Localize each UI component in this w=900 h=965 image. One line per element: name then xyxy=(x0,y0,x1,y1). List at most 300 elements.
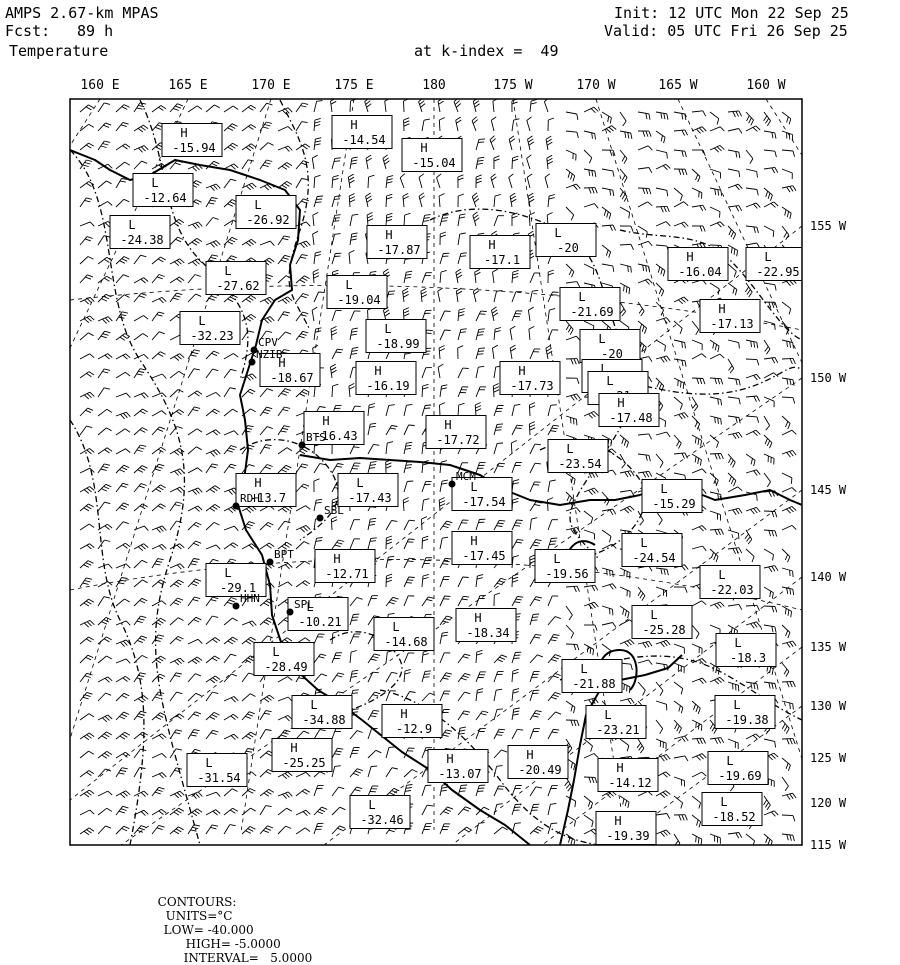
wind-barb xyxy=(224,674,237,682)
extremum-label xyxy=(562,660,622,693)
wind-barb xyxy=(746,188,758,195)
extremum-label xyxy=(236,196,296,229)
wind-barb xyxy=(512,119,519,131)
wind-barb xyxy=(404,596,414,606)
wind-barb xyxy=(546,136,552,150)
wind-barb xyxy=(692,454,701,466)
wind-barb xyxy=(134,504,148,511)
wind-barb xyxy=(260,789,274,796)
extremum-value: -21.69 xyxy=(570,305,613,319)
extremum-type: H xyxy=(686,250,693,264)
wind-barb xyxy=(566,264,574,277)
wind-barb xyxy=(170,618,184,625)
wind-barb xyxy=(350,520,360,530)
wind-barb xyxy=(692,720,702,731)
wind-barb xyxy=(476,462,486,473)
wind-barb xyxy=(404,539,415,549)
wind-barb xyxy=(134,103,146,112)
extremum-label xyxy=(162,124,222,157)
wind-barb xyxy=(332,384,338,397)
wind-barb xyxy=(400,174,405,188)
wind-barb xyxy=(710,529,724,535)
wind-barb xyxy=(566,701,575,713)
wind-barb xyxy=(548,538,557,549)
wind-barb xyxy=(620,188,627,202)
wind-barb xyxy=(530,540,542,549)
wind-barb xyxy=(98,656,112,663)
wind-barb xyxy=(656,454,663,468)
wind-barb xyxy=(566,625,574,638)
wind-barb xyxy=(170,544,184,549)
wind-barb xyxy=(710,549,718,562)
wind-barb xyxy=(170,259,184,266)
station-label: SBL xyxy=(324,504,344,517)
wind-barb xyxy=(674,777,685,787)
wind-barb xyxy=(674,453,688,459)
wind-barb xyxy=(80,143,94,150)
wind-barb xyxy=(674,130,688,136)
extremum-label xyxy=(535,550,595,583)
wind-barb xyxy=(656,830,670,837)
extremum-label xyxy=(702,793,762,826)
wind-barb xyxy=(584,644,594,655)
wind-barb xyxy=(440,596,451,606)
wind-barb xyxy=(494,424,503,435)
wind-barb xyxy=(548,309,555,321)
wind-barb xyxy=(404,271,412,283)
extremum-type: L xyxy=(345,278,352,292)
wind-barb xyxy=(366,193,372,207)
wind-barb xyxy=(710,207,720,218)
wind-barb xyxy=(422,119,430,131)
wind-barb xyxy=(566,131,578,138)
wind-barb xyxy=(98,502,110,511)
wind-barb xyxy=(492,307,498,321)
wind-barb xyxy=(548,405,557,416)
wind-barb xyxy=(494,463,505,473)
extremum-value: -17.54 xyxy=(462,495,505,509)
wind-barb xyxy=(510,345,516,359)
wind-barb xyxy=(170,598,183,606)
wind-barb xyxy=(152,773,166,779)
wind-barb xyxy=(548,655,561,663)
wind-barb xyxy=(224,124,238,131)
wind-barb xyxy=(782,416,790,429)
wind-barb xyxy=(116,659,130,663)
wind-barb xyxy=(548,270,554,283)
wind-barb xyxy=(566,336,580,341)
wind-barb xyxy=(620,244,634,250)
wind-barb xyxy=(494,328,501,341)
wind-barb xyxy=(134,161,147,169)
extremum-value: -22.95 xyxy=(756,265,799,279)
wind-barb xyxy=(674,150,686,157)
wind-barb xyxy=(206,504,220,511)
wind-barb xyxy=(527,117,532,131)
wind-barb xyxy=(368,766,377,777)
wind-barb xyxy=(368,692,380,701)
wind-barb xyxy=(170,277,184,283)
wind-barb xyxy=(584,188,597,194)
wind-barb xyxy=(134,636,147,644)
wind-barb xyxy=(152,635,164,644)
extremum-label xyxy=(366,320,426,353)
wind-barb xyxy=(548,823,557,834)
wind-barb xyxy=(620,454,626,468)
wind-barb xyxy=(692,815,701,828)
wind-barb xyxy=(473,212,480,226)
wind-barb xyxy=(674,756,688,761)
wind-barb xyxy=(422,785,431,796)
wind-barb xyxy=(547,155,553,169)
wind-barb xyxy=(188,106,202,112)
wind-barb xyxy=(566,586,580,592)
wind-barb xyxy=(440,253,449,264)
wind-barb xyxy=(206,616,218,625)
wind-barb xyxy=(134,826,147,834)
wind-barb xyxy=(674,435,681,449)
wind-barb xyxy=(512,292,522,302)
wind-barb xyxy=(260,522,273,530)
wind-barb xyxy=(458,692,470,701)
wind-barb xyxy=(422,215,431,226)
wind-barb xyxy=(620,131,632,139)
wind-barb xyxy=(710,283,719,295)
lon-label-right: 115 W xyxy=(810,838,847,852)
wind-barb xyxy=(710,145,724,152)
wind-barb xyxy=(224,295,238,302)
wind-barb xyxy=(98,388,110,397)
wind-barb xyxy=(116,752,130,758)
wind-barb xyxy=(80,449,94,455)
extremum-value: -18.99 xyxy=(376,337,419,351)
wind-barb xyxy=(764,811,778,817)
wind-barb xyxy=(746,126,760,131)
wind-barb xyxy=(365,98,372,112)
wind-barb xyxy=(692,378,705,384)
wind-barb xyxy=(674,378,684,389)
wind-barb xyxy=(134,445,146,454)
wind-barb xyxy=(368,444,379,454)
wind-barb xyxy=(188,407,200,416)
wind-barb xyxy=(512,669,519,682)
wind-barb xyxy=(638,660,652,665)
wind-barb xyxy=(602,207,611,219)
wind-barb xyxy=(710,127,724,131)
extremum-type: L xyxy=(580,662,587,676)
extremum-type: L xyxy=(598,332,605,346)
extremum-label xyxy=(254,643,314,676)
wind-barb xyxy=(170,237,183,245)
wind-barb xyxy=(422,405,431,416)
wind-barb xyxy=(116,144,130,150)
wind-barb xyxy=(439,194,445,208)
wind-barb xyxy=(494,729,505,739)
wind-barb xyxy=(330,364,336,378)
wind-barb xyxy=(544,98,549,112)
extremum-label xyxy=(746,248,806,281)
wind-barb xyxy=(566,112,578,120)
wind-barb xyxy=(278,407,290,416)
wind-barb xyxy=(782,641,796,648)
extremum-label xyxy=(715,696,775,729)
wind-barb xyxy=(152,427,165,435)
extremum-type: L xyxy=(151,176,158,190)
wind-barb xyxy=(404,577,415,587)
extremum-value: -13.07 xyxy=(438,767,481,781)
wind-barb xyxy=(764,202,778,208)
extremum-type: H xyxy=(374,364,381,378)
extremum-type: H xyxy=(526,748,533,762)
wind-barb xyxy=(349,194,355,208)
wind-barb xyxy=(152,559,164,568)
wind-barb xyxy=(476,139,485,150)
wind-barb xyxy=(80,544,94,549)
wind-barb xyxy=(278,146,292,152)
extremum-type: L xyxy=(553,552,560,566)
wind-barb xyxy=(152,753,166,758)
wind-barb xyxy=(98,564,112,568)
meridian-line xyxy=(540,706,802,900)
wind-barb xyxy=(152,332,165,340)
wind-barb xyxy=(656,340,666,351)
wind-barb xyxy=(458,194,464,207)
wind-barb xyxy=(224,697,238,703)
extremum-label xyxy=(536,224,596,257)
wind-barb xyxy=(224,789,238,796)
wind-barb xyxy=(224,388,236,397)
wind-barb xyxy=(170,673,182,682)
wind-barb xyxy=(458,577,469,587)
wind-barb xyxy=(438,98,444,112)
wind-barb xyxy=(710,354,724,359)
wind-barb xyxy=(584,204,598,209)
wind-barb xyxy=(242,239,256,246)
wind-barb xyxy=(350,347,358,359)
wind-barb xyxy=(476,575,483,587)
extremum-label xyxy=(700,566,760,599)
wind-barb xyxy=(620,264,631,273)
extremum-label xyxy=(560,288,620,321)
wind-barb xyxy=(278,255,290,264)
wind-barb xyxy=(332,196,341,207)
extremum-value: -25.25 xyxy=(282,756,325,770)
wind-barb xyxy=(692,644,702,654)
extremum-type: H xyxy=(333,552,340,566)
wind-barb xyxy=(403,193,409,207)
wind-barb xyxy=(260,711,272,720)
wind-barb xyxy=(278,312,290,321)
wind-barb xyxy=(80,487,94,494)
wind-barb xyxy=(80,198,92,207)
wind-barb xyxy=(404,653,414,663)
wind-barb xyxy=(224,543,238,549)
wind-barb xyxy=(403,308,409,321)
contours-label: CONTOURS: xyxy=(158,895,237,909)
wind-barb xyxy=(206,597,218,606)
wind-barb xyxy=(494,156,500,169)
wind-barb xyxy=(260,543,274,549)
extremum-type: H xyxy=(518,364,525,378)
wind-barb xyxy=(437,174,442,188)
wind-barb xyxy=(440,691,450,701)
wind-barb xyxy=(80,599,94,606)
wind-barb xyxy=(368,710,379,720)
extremum-type: L xyxy=(720,795,727,809)
wind-barb xyxy=(349,383,355,397)
wind-barb xyxy=(692,601,706,606)
wind-barb xyxy=(710,378,723,384)
wind-barb xyxy=(422,693,435,701)
extremum-type: L xyxy=(128,218,135,232)
extremum-type: L xyxy=(254,198,261,212)
wind-barb xyxy=(638,641,652,647)
wind-barb xyxy=(656,222,670,226)
wind-barb xyxy=(386,691,396,701)
wind-barb xyxy=(764,131,776,139)
wind-barb xyxy=(260,407,272,416)
wind-barb xyxy=(350,670,358,682)
wind-barb xyxy=(458,827,472,834)
wind-barb xyxy=(456,269,462,283)
wind-barb xyxy=(494,593,500,606)
wind-barb xyxy=(548,803,556,815)
wind-barb xyxy=(530,597,542,606)
wind-barb xyxy=(674,112,686,120)
wind-barb xyxy=(476,650,483,663)
wind-barb xyxy=(348,174,354,188)
wind-barb xyxy=(782,473,792,484)
wind-barb xyxy=(134,255,146,264)
wind-barb xyxy=(116,640,130,647)
wind-barb xyxy=(458,346,464,359)
wind-barb xyxy=(80,733,94,740)
wind-barb xyxy=(116,393,130,398)
wind-barb xyxy=(80,620,94,627)
wind-barb xyxy=(188,639,202,644)
extremum-label xyxy=(586,706,646,739)
wind-barb xyxy=(494,578,506,587)
wind-barb xyxy=(638,202,652,207)
wind-barb xyxy=(116,483,128,492)
wind-barb xyxy=(638,302,644,316)
wind-barb xyxy=(458,329,467,340)
wind-barb xyxy=(638,112,650,120)
wind-barb xyxy=(530,690,539,701)
temperature-contour xyxy=(70,420,144,845)
wind-barb xyxy=(386,768,398,777)
wind-barb xyxy=(278,563,292,569)
wind-barb xyxy=(152,825,165,834)
extremum-value: -18.34 xyxy=(466,626,509,640)
wind-barb xyxy=(368,596,378,606)
wind-barb xyxy=(404,770,417,778)
wind-barb xyxy=(278,521,290,530)
wind-barb xyxy=(674,815,687,821)
wind-barb xyxy=(80,257,93,265)
extremum-label xyxy=(356,362,416,395)
wind-barb xyxy=(152,787,165,796)
wind-barb xyxy=(529,326,534,340)
wind-barb xyxy=(530,711,542,720)
wind-barb xyxy=(314,175,321,188)
wind-barb xyxy=(98,484,111,492)
extremum-type: L xyxy=(718,568,725,582)
init-time: Init: 12 UTC Mon 22 Sep 25 xyxy=(614,4,849,22)
wind-barb xyxy=(710,222,724,228)
extremum-value: -17.73 xyxy=(510,379,553,393)
extremum-value: -34.88 xyxy=(302,713,345,727)
wind-barb xyxy=(458,387,468,397)
wind-barb xyxy=(438,288,443,302)
wind-barb xyxy=(710,416,721,425)
wind-barb xyxy=(314,785,324,796)
wind-barb xyxy=(440,385,447,397)
wind-barb xyxy=(530,634,541,644)
wind-barb xyxy=(188,579,201,587)
wind-barb xyxy=(692,321,699,335)
extremum-label xyxy=(315,550,375,583)
wind-barb xyxy=(458,673,471,682)
wind-barb xyxy=(80,124,94,131)
wind-barb xyxy=(332,158,341,169)
extremum-type: H xyxy=(616,761,623,775)
wind-barb xyxy=(188,222,202,229)
wind-barb xyxy=(710,454,723,460)
wind-barb xyxy=(98,808,112,815)
wind-barb xyxy=(728,184,742,190)
wind-barb xyxy=(440,653,450,663)
extremum-value: -17.48 xyxy=(609,411,652,425)
extremum-value: -15.29 xyxy=(652,497,695,511)
wind-barb xyxy=(584,625,597,631)
extremum-value: -24.38 xyxy=(120,233,163,247)
wind-barb xyxy=(440,480,448,492)
wind-barb xyxy=(440,215,449,226)
wind-barb xyxy=(404,404,412,416)
wind-barb xyxy=(692,796,701,809)
wind-barb xyxy=(440,616,452,625)
station-label: SPL xyxy=(294,598,314,611)
wind-barb xyxy=(440,461,447,473)
wind-barb xyxy=(296,122,308,131)
wind-barb xyxy=(512,311,522,321)
wind-barb xyxy=(134,749,146,758)
wind-barb xyxy=(728,432,742,438)
wind-barb xyxy=(206,692,218,701)
wind-barb xyxy=(584,530,595,540)
wind-barb xyxy=(386,405,395,416)
wind-barb xyxy=(296,294,309,303)
wind-barb xyxy=(188,429,202,435)
wind-barb xyxy=(80,790,94,797)
wind-barb xyxy=(566,282,580,287)
wind-barb xyxy=(242,694,256,701)
wind-barb xyxy=(710,473,718,486)
wind-barb xyxy=(242,160,254,169)
wind-barb xyxy=(296,255,308,264)
wind-barb xyxy=(454,98,461,112)
wind-barb xyxy=(98,617,111,625)
wind-barb xyxy=(80,372,94,378)
wind-barb xyxy=(440,577,450,587)
wind-barb xyxy=(458,368,469,378)
extremum-type: L xyxy=(604,708,611,722)
wind-barb xyxy=(116,372,130,378)
wind-barb xyxy=(638,188,651,194)
wind-barb xyxy=(366,155,372,169)
wind-barb xyxy=(638,279,652,285)
